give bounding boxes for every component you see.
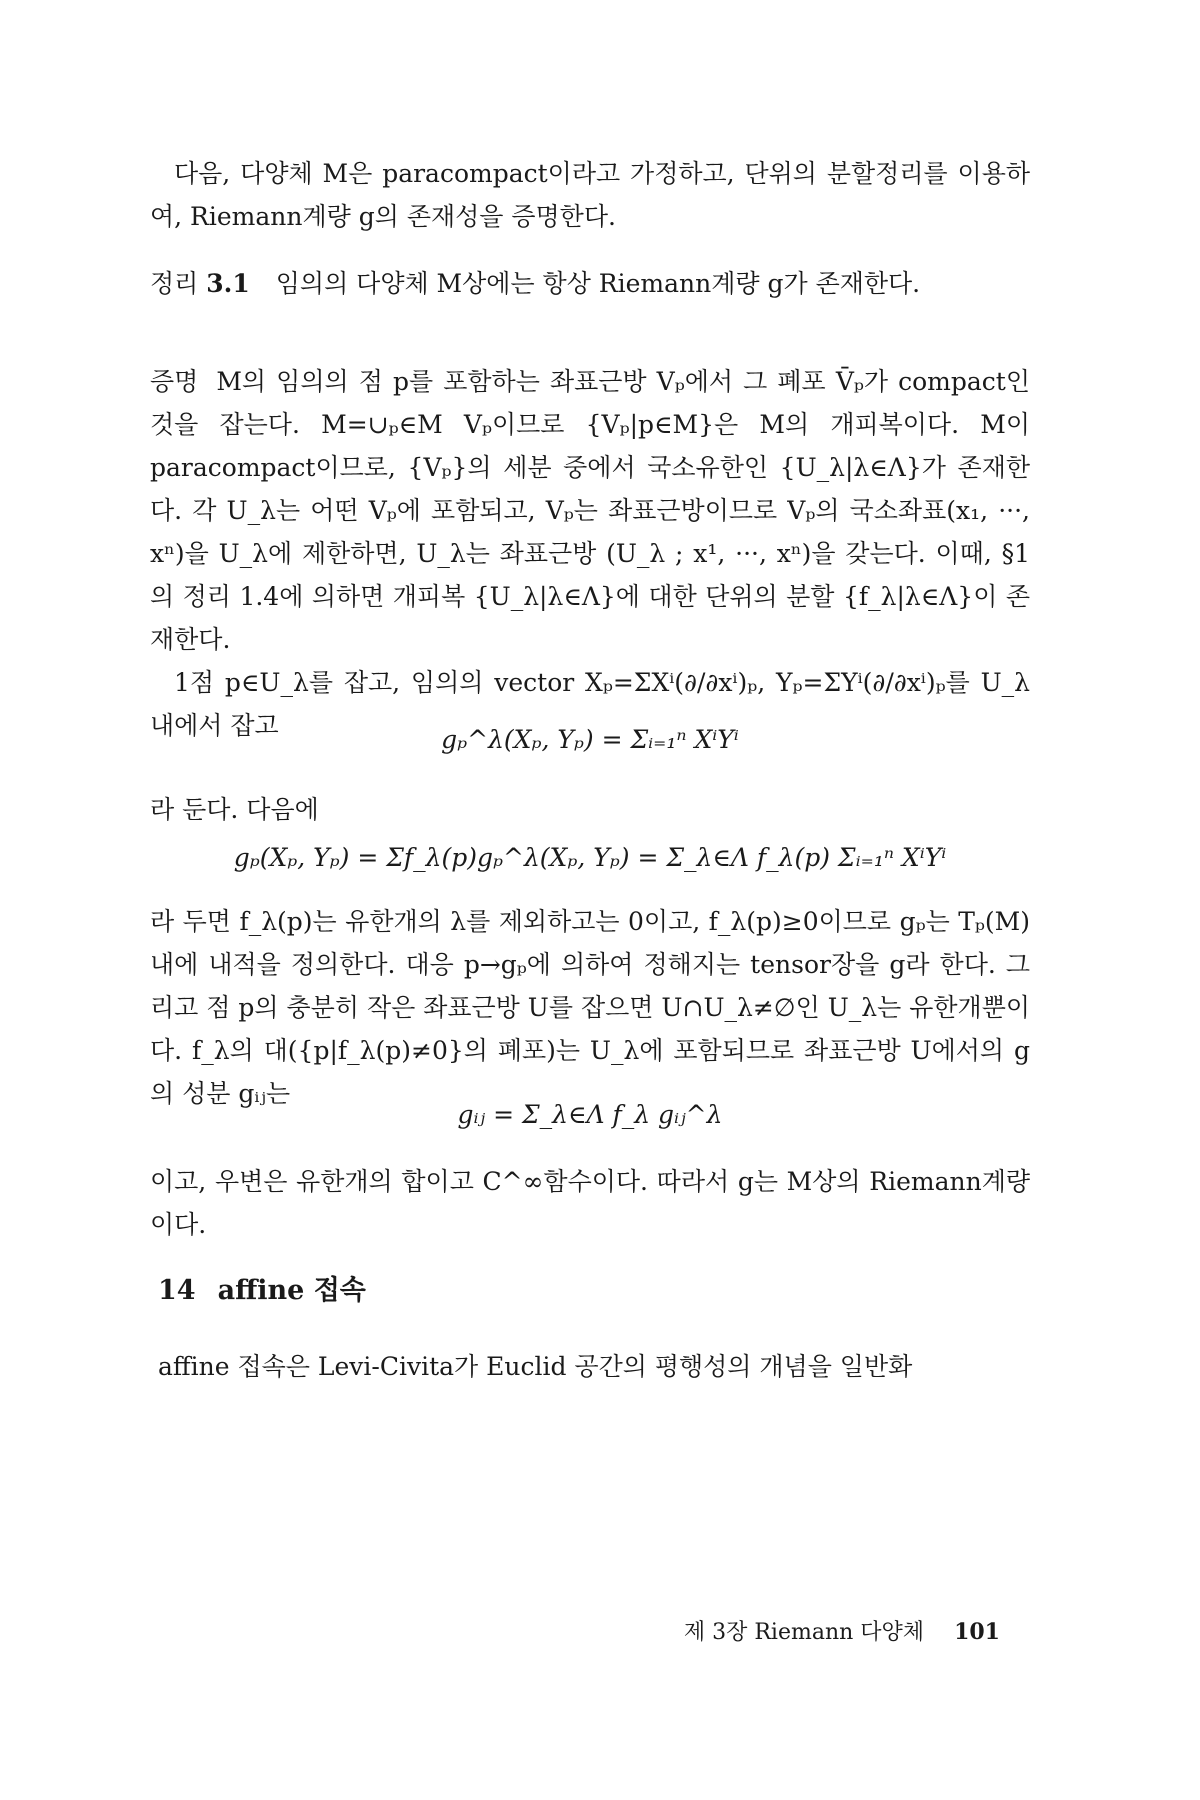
proof-label: 증명 (150, 367, 199, 396)
equation-1: gₚ^λ(Xₚ, Yₚ) = Σᵢ₌₁ⁿ XⁱYⁱ (441, 725, 739, 754)
theorem-text: 임의의 다양체 M상에는 항상 Riemann계량 g가 존재한다. (275, 269, 921, 298)
footer-chapter: 제 3장 Riemann 다양체 (683, 1620, 925, 1645)
intro-paragraph (150, 152, 1030, 238)
page-number: 101 (954, 1619, 1000, 1645)
proof-paragraph-5: 이고, 우변은 유한개의 합이고 C^∞함수이다. 따라서 g는 M상의 Riemann계량이다. (150, 1167, 1030, 1239)
section-heading (158, 1268, 366, 1307)
theorem-label: 정리 3.1 (150, 269, 250, 298)
proof-paragraph-1: M의 임의의 점 p를 포함하는 좌표근방 Vₚ에서 그 폐포 V̄ₚ가 compact인 것을 잡는다. M=∪ₚ∈M Vₚ이므로 {Vₚ|p∈M}은 M의 개피복이다. M이 paracompact이므로, {Vₚ}의 세분 중에서 국소유한인 {U_λ|λ∈Λ}가 존재한다. 각 U_λ는 어떤 Vₚ에 포함되고, Vₚ는 좌표근방이므로 Vₚ의 국소좌표(x₁, ···, xⁿ)을 U_λ에 제한하면, U_λ는 좌표근방 (U_λ ; x¹, ···, xⁿ)을 갖는다. 이때, §1의 정리 1.4에 의하면 개피복 {U_λ|λ∈Λ}에 대한 단위의 분할 {f_λ|λ∈Λ}이 존재한다. (150, 367, 1030, 654)
section-title: affine 접속 (217, 1275, 366, 1306)
proof-paragraph-2: 1점 p∈U_λ를 잡고, 임의의 vector Xₚ=ΣXⁱ(∂/∂xⁱ)ₚ, Yₚ=ΣYⁱ(∂/∂xⁱ)ₚ를 U_λ내에서 잡고 (150, 668, 1030, 740)
section-number: 14 (158, 1275, 196, 1306)
proof-block (150, 360, 1030, 747)
proof-paragraph-3: 라 둔다. 다음에 (150, 795, 319, 824)
equation-2: gₚ(Xₚ, Yₚ) = Σf_λ(p)gₚ^λ(Xₚ, Yₚ) = Σ_λ∈Λ f_λ(p) Σᵢ₌₁ⁿ XⁱYⁱ (233, 843, 947, 872)
section-paragraph (158, 1345, 1030, 1388)
theorem-block (150, 262, 1030, 305)
equation-3: gᵢⱼ = Σ_λ∈Λ f_λ gᵢⱼ^λ (457, 1100, 723, 1129)
proof-paragraph-3-block (150, 788, 1030, 831)
proof-paragraph-4-block (150, 900, 1030, 1115)
page-footer (684, 1615, 1000, 1646)
intro-text: 다음, 다양체 M은 paracompact이라고 가정하고, 단위의 분할정리를 이용하여, Riemann계량 g의 존재성을 증명한다. (150, 159, 1030, 231)
section-text: affine 접속은 Levi-Civita가 Euclid 공간의 평행성의 개념을 일반화 (158, 1352, 913, 1381)
proof-paragraph-4: 라 두면 f_λ(p)는 유한개의 λ를 제외하고는 0이고, f_λ(p)≥0이므로 gₚ는 Tₚ(M)내에 내적을 정의한다. 대응 p→gₚ에 의하여 정해지는 tensor장을 g라 한다. 그리고 점 p의 충분히 작은 좌표근방 U를 잡으면 U∩U_λ≠∅인 U_λ는 유한개뿐이다. f_λ의 대({p|f_λ(p)≠0}의 폐포)는 U_λ에 포함되므로 좌표근방 U에서의 g의 성분 gᵢⱼ는 (150, 907, 1030, 1108)
proof-paragraph-5-block (150, 1160, 1030, 1246)
